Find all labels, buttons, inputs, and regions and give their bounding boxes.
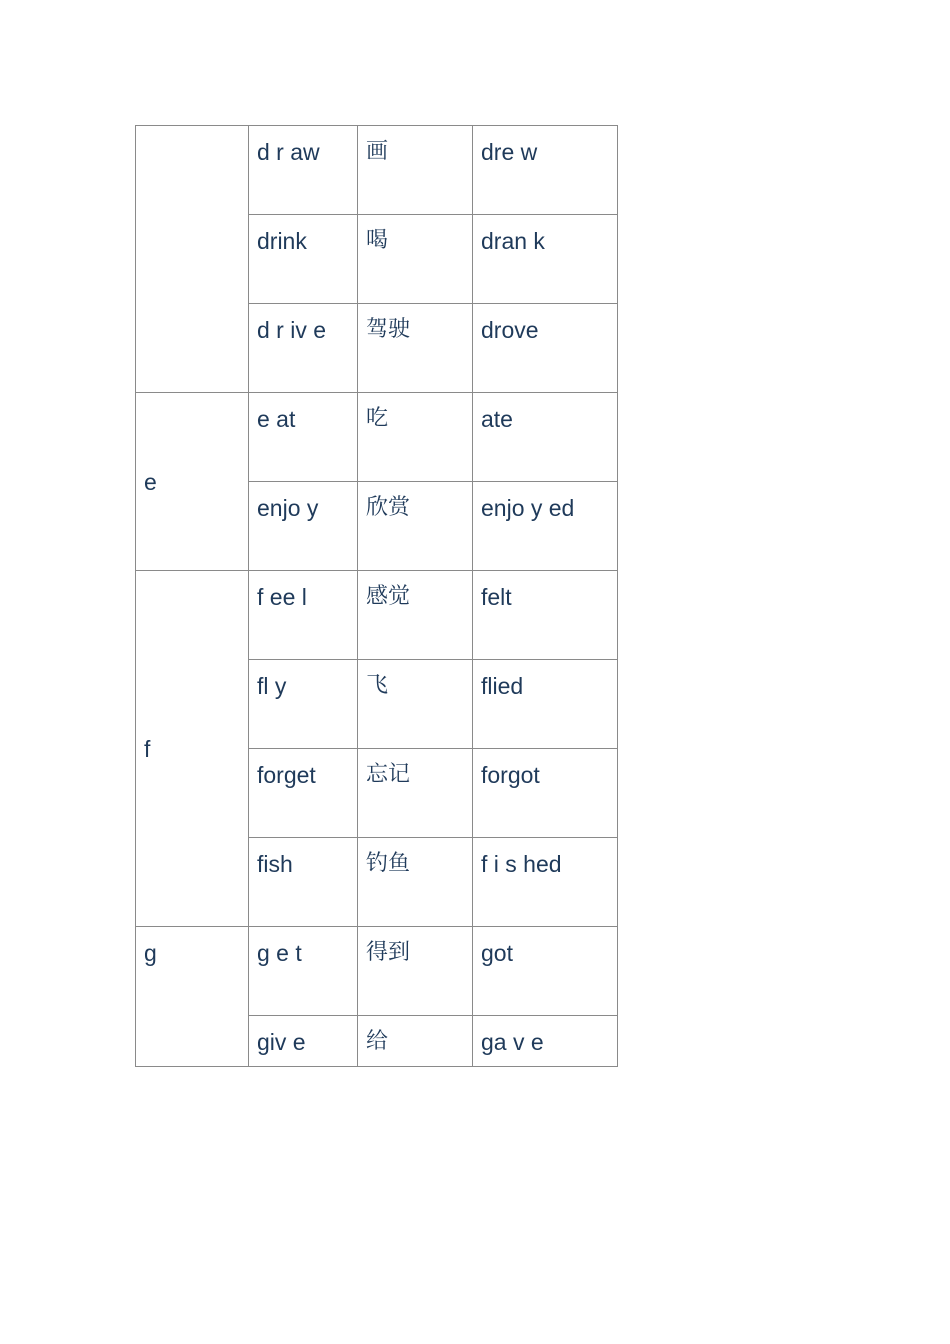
- verb-cell: enjo y: [249, 482, 358, 571]
- verb-cell: d r iv e: [249, 304, 358, 393]
- meaning-cell: 得到: [358, 927, 473, 1016]
- meaning-cell: 画: [358, 126, 473, 215]
- past-tense-cell: felt: [473, 571, 618, 660]
- past-tense-cell: dre w: [473, 126, 618, 215]
- past-tense-cell: forgot: [473, 749, 618, 838]
- past-tense-cell: f i s hed: [473, 838, 618, 927]
- verb-cell: drink: [249, 215, 358, 304]
- verb-cell: f ee l: [249, 571, 358, 660]
- table-row: [136, 393, 618, 482]
- meaning-cell: 钓鱼: [358, 838, 473, 927]
- table-row: [136, 927, 618, 1016]
- past-tense-cell: enjo y ed: [473, 482, 618, 571]
- table-row: [136, 571, 618, 660]
- past-tense-cell: dran k: [473, 215, 618, 304]
- meaning-cell: 给: [358, 1016, 473, 1067]
- verb-cell: giv e: [249, 1016, 358, 1067]
- letter-cell: f: [136, 571, 249, 927]
- past-tense-cell: drove: [473, 304, 618, 393]
- meaning-cell: 驾驶: [358, 304, 473, 393]
- verb-table: [135, 125, 618, 1067]
- past-tense-cell: ga v e: [473, 1016, 618, 1067]
- verb-cell: d r aw: [249, 126, 358, 215]
- meaning-cell: 吃: [358, 393, 473, 482]
- past-tense-cell: ate: [473, 393, 618, 482]
- table-row: [136, 126, 618, 215]
- verb-cell: e at: [249, 393, 358, 482]
- verb-cell: forget: [249, 749, 358, 838]
- meaning-cell: 欣赏: [358, 482, 473, 571]
- meaning-cell: 飞: [358, 660, 473, 749]
- verb-cell: g e t: [249, 927, 358, 1016]
- meaning-cell: 忘记: [358, 749, 473, 838]
- letter-cell: g: [136, 927, 249, 1067]
- past-tense-cell: got: [473, 927, 618, 1016]
- past-tense-cell: flied: [473, 660, 618, 749]
- meaning-cell: 喝: [358, 215, 473, 304]
- verb-cell: fl y: [249, 660, 358, 749]
- verb-cell: fish: [249, 838, 358, 927]
- letter-cell: [136, 126, 249, 393]
- meaning-cell: 感觉: [358, 571, 473, 660]
- letter-cell: e: [136, 393, 249, 571]
